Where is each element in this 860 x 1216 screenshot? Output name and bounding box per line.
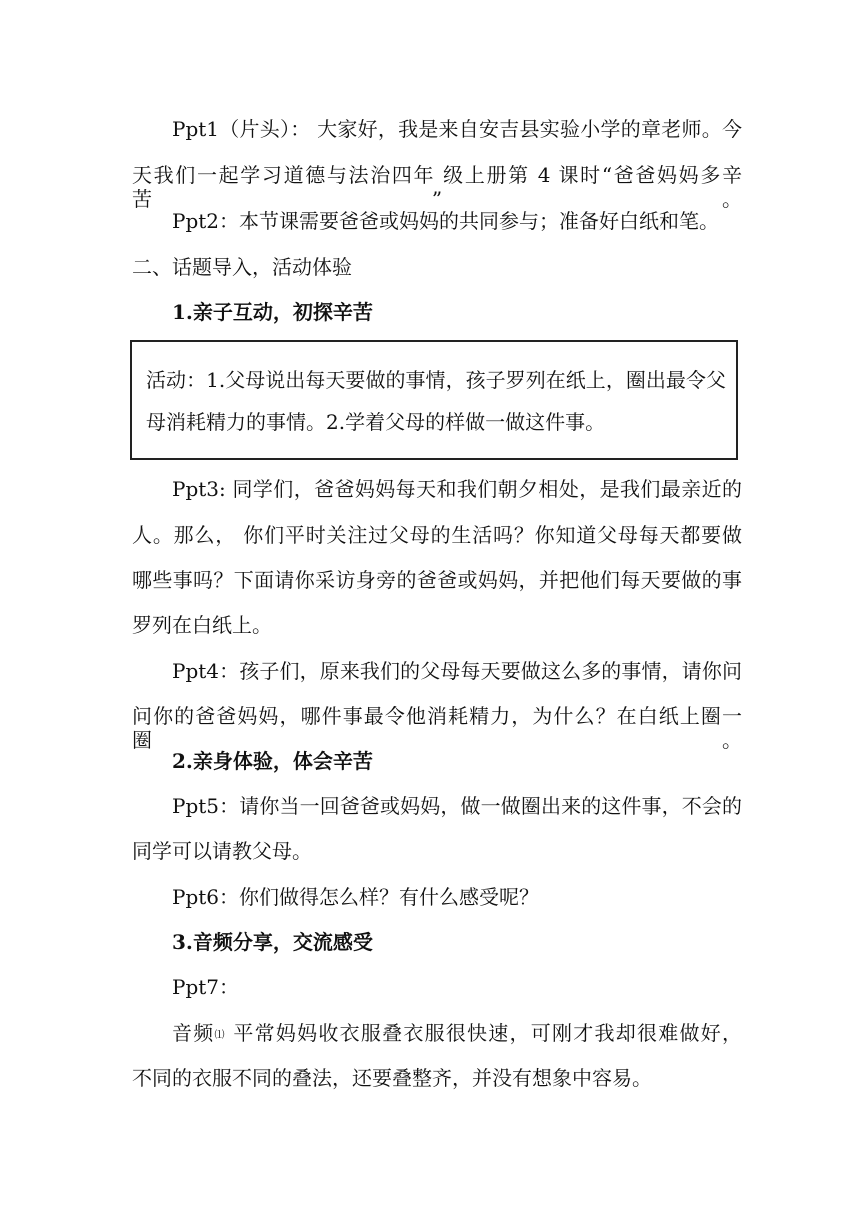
audio1-marker: ⑴ (214, 1030, 226, 1041)
ppt6-paragraph: Ppt6：你们做得怎么样？有什么感受呢？ (172, 885, 540, 909)
activity-line-1: 活动：1.父母说出每天要做的事情，孩子罗列在纸上，圈出最令父 (146, 368, 726, 392)
ppt3-line-1: Ppt3: 同学们，爸爸妈妈每天和我们朝夕相处，是我们最亲近的 (172, 477, 742, 501)
ppt4-line-1: Ppt4：孩子们，原来我们的父母每天要做这么多的事情，请你问 (172, 659, 742, 683)
ppt7-label: Ppt7： (172, 975, 240, 999)
activity-box (130, 340, 738, 460)
audio1-label: 音频 (172, 1021, 215, 1045)
heading-parent-child-interaction: 1.亲子互动，初探辛苦 (172, 300, 373, 324)
ppt1-line-2: 天我们一起学习道德与法治四年 级上册第 4 课时“爸爸妈妈多辛苦”。 (132, 163, 742, 211)
ppt5-line-2: 同学可以请教父母。 (132, 839, 312, 863)
audio1-line-1 (172, 1021, 742, 1045)
ppt1-line-1: Ppt1（片头）： 大家好，我是来自安吉县实验小学的章老师。今 (172, 117, 742, 141)
ppt5-line-1: Ppt5：请你当一回爸爸或妈妈，做一做圈出来的这件事，不会的 (172, 794, 742, 818)
ppt2-paragraph: Ppt2：本节课需要爸爸或妈妈的共同参与；准备好白纸和笔。 (172, 209, 720, 233)
ppt3-line-3: 哪些事吗？下面请你采访身旁的爸爸或妈妈，并把他们每天要做的事 (132, 568, 742, 592)
audio1-line-1-text: 平常妈妈收衣服叠衣服很快速，可刚才我却很难做好， (225, 1021, 743, 1045)
heading-personal-experience: 2.亲身体验，体会辛苦 (172, 749, 373, 773)
ppt3-line-4: 罗列在白纸上。 (132, 613, 272, 637)
ppt3-line-2: 人。那么， 你们平时关注过父母的生活吗？你知道父母每天都要做 (132, 523, 742, 547)
audio1-line-2: 不同的衣服不同的叠法，还要叠整齐，并没有想象中容易。 (132, 1066, 652, 1090)
ppt4-line-2: 问你的爸爸妈妈，哪件事最令他消耗精力，为什么？在白纸上圈一圈。 (132, 704, 742, 752)
activity-line-2: 母消耗精力的事情。2.学着父母的样做一做这件事。 (146, 410, 606, 434)
heading-audio-sharing: 3.音频分享，交流感受 (172, 930, 373, 954)
section-two-heading: 二、话题导入，活动体验 (132, 255, 352, 279)
